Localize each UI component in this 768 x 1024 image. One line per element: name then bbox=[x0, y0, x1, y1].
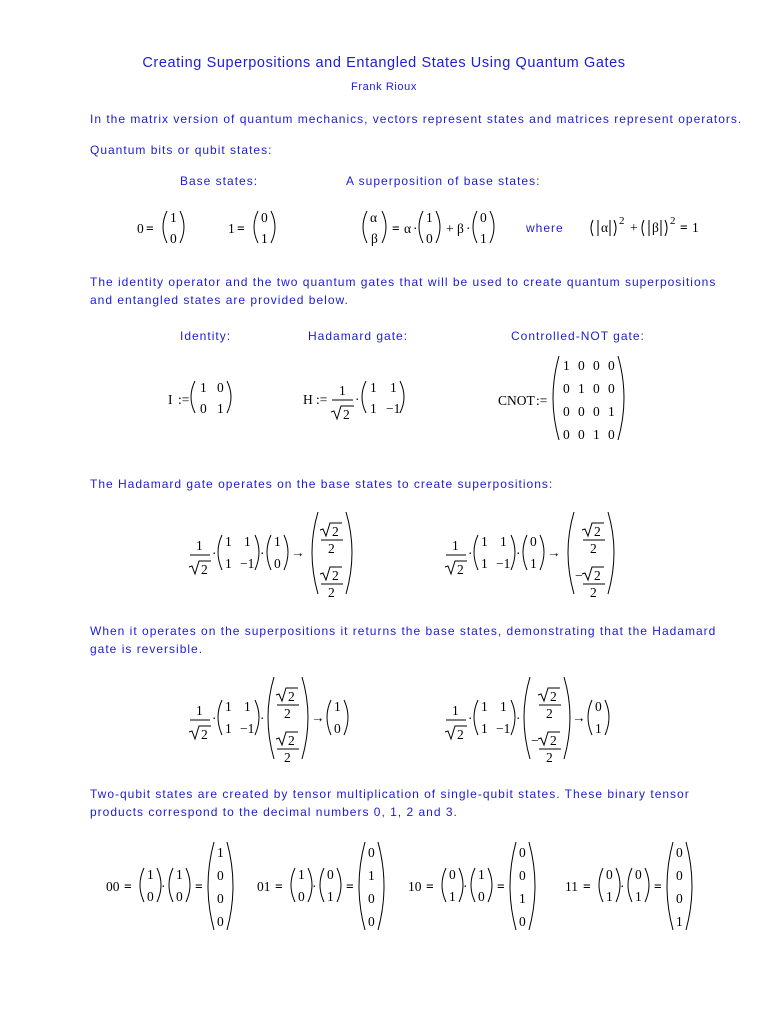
superposition-equation bbox=[360, 205, 510, 250]
svg-text:2: 2 bbox=[288, 689, 295, 704]
svg-text:1: 1 bbox=[481, 699, 488, 714]
svg-text:0: 0 bbox=[593, 404, 600, 419]
svg-text:·: · bbox=[355, 392, 360, 407]
svg-text:0: 0 bbox=[217, 914, 224, 929]
svg-text:2: 2 bbox=[343, 407, 350, 422]
svg-text:1: 1 bbox=[327, 889, 334, 904]
hadamard-label: Hadamard gate: bbox=[308, 329, 409, 343]
svg-text:0: 0 bbox=[137, 221, 144, 236]
svg-text:=: = bbox=[497, 879, 505, 894]
svg-text::=: := bbox=[316, 392, 328, 407]
base-states-label: Base states: bbox=[180, 174, 259, 188]
svg-text:=: = bbox=[654, 879, 662, 894]
svg-text:1: 1 bbox=[481, 534, 488, 549]
hadamard-on-plus bbox=[188, 675, 358, 765]
svg-text:1: 1 bbox=[334, 699, 341, 714]
svg-text:β: β bbox=[371, 231, 378, 246]
svg-text:1: 1 bbox=[217, 401, 224, 416]
svg-text:1: 1 bbox=[200, 380, 207, 395]
svg-text:1: 1 bbox=[298, 867, 305, 882]
svg-text:1: 1 bbox=[481, 721, 488, 736]
svg-text:0: 0 bbox=[274, 556, 281, 571]
svg-text:0: 0 bbox=[676, 891, 683, 906]
svg-text:1: 1 bbox=[196, 703, 203, 718]
svg-text::=: := bbox=[178, 392, 190, 407]
svg-text:0: 0 bbox=[578, 358, 585, 373]
svg-text:0: 0 bbox=[217, 891, 224, 906]
svg-text:2: 2 bbox=[288, 733, 295, 748]
svg-text:+: + bbox=[630, 220, 638, 235]
svg-text:→: → bbox=[572, 710, 586, 725]
svg-text:1: 1 bbox=[370, 401, 377, 416]
svg-text:−1: −1 bbox=[496, 721, 511, 736]
svg-text:1: 1 bbox=[147, 867, 154, 882]
svg-text:0: 0 bbox=[480, 210, 487, 225]
ket-one-definition bbox=[226, 205, 286, 250]
svg-text:α: α bbox=[404, 221, 412, 236]
svg-text:0: 0 bbox=[449, 867, 456, 882]
svg-text:2: 2 bbox=[332, 524, 339, 539]
svg-text:1: 1 bbox=[170, 210, 177, 225]
svg-text:0: 0 bbox=[368, 891, 375, 906]
svg-text:2: 2 bbox=[550, 733, 557, 748]
svg-text:1: 1 bbox=[196, 538, 203, 553]
svg-text:0: 0 bbox=[298, 889, 305, 904]
svg-text:=: = bbox=[680, 220, 688, 235]
reversible-line2: gate is reversible. bbox=[90, 642, 204, 656]
svg-text:1: 1 bbox=[426, 210, 433, 225]
svg-text:0: 0 bbox=[368, 914, 375, 929]
svg-text:1: 1 bbox=[244, 699, 251, 714]
svg-text:1: 1 bbox=[225, 534, 232, 549]
svg-text:+: + bbox=[446, 221, 454, 236]
svg-text:·: · bbox=[260, 711, 265, 726]
svg-text:·: · bbox=[516, 711, 521, 726]
svg-text:0: 0 bbox=[217, 380, 224, 395]
svg-text:2: 2 bbox=[284, 750, 291, 765]
cnot-matrix bbox=[498, 352, 638, 444]
svg-text:0: 0 bbox=[595, 699, 602, 714]
ket-01-tensor bbox=[255, 838, 395, 936]
svg-text:−: − bbox=[531, 733, 539, 748]
svg-text:2: 2 bbox=[457, 727, 464, 742]
svg-text:0: 0 bbox=[676, 868, 683, 883]
svg-text:1: 1 bbox=[274, 534, 281, 549]
svg-text:1: 1 bbox=[480, 231, 487, 246]
svg-text:1: 1 bbox=[225, 721, 232, 736]
svg-text:·: · bbox=[516, 546, 521, 561]
svg-text:1: 1 bbox=[608, 404, 615, 419]
svg-text:2: 2 bbox=[546, 750, 553, 765]
svg-text:1: 1 bbox=[368, 868, 375, 883]
svg-text:01: 01 bbox=[257, 879, 271, 894]
svg-text:0: 0 bbox=[200, 401, 207, 416]
svg-text:1: 1 bbox=[452, 538, 459, 553]
svg-text:1: 1 bbox=[478, 867, 485, 882]
svg-text:·: · bbox=[463, 879, 468, 894]
hadamard-on-minus bbox=[444, 675, 624, 765]
svg-text:=: = bbox=[426, 879, 434, 894]
svg-text:1: 1 bbox=[692, 220, 699, 235]
gates-intro-line1: The identity operator and the two quantum gates that will be used to create quantum superpositions bbox=[90, 275, 717, 289]
ket-00-tensor bbox=[104, 838, 244, 936]
svg-text:2: 2 bbox=[328, 585, 335, 600]
svg-text:0: 0 bbox=[676, 845, 683, 860]
svg-text:2: 2 bbox=[332, 568, 339, 583]
svg-text:1: 1 bbox=[225, 699, 232, 714]
svg-text:10: 10 bbox=[408, 879, 422, 894]
svg-text:=: = bbox=[237, 221, 245, 236]
svg-text:2: 2 bbox=[550, 689, 557, 704]
svg-text:2: 2 bbox=[328, 541, 335, 556]
svg-text:0: 0 bbox=[334, 721, 341, 736]
svg-text:−1: −1 bbox=[386, 401, 401, 416]
ket-10-tensor bbox=[406, 838, 546, 936]
hadamard-on-one bbox=[444, 510, 624, 600]
svg-text:·: · bbox=[212, 711, 217, 726]
svg-text:2: 2 bbox=[284, 706, 291, 721]
svg-text:0: 0 bbox=[170, 231, 177, 246]
svg-text:0: 0 bbox=[578, 404, 585, 419]
svg-text:1: 1 bbox=[339, 383, 346, 398]
svg-text:1: 1 bbox=[593, 427, 600, 442]
reversible-line1: When it operates on the superpositions it returns the base states, demonstrating that the Hadamard bbox=[90, 624, 717, 638]
svg-text:0: 0 bbox=[608, 381, 615, 396]
document-title: Creating Superpositions and Entangled States Using Quantum Gates bbox=[142, 55, 626, 71]
svg-text:0: 0 bbox=[593, 381, 600, 396]
identity-label: Identity: bbox=[180, 329, 232, 343]
svg-text:1: 1 bbox=[530, 556, 537, 571]
where-label: where bbox=[526, 221, 564, 235]
svg-text:2: 2 bbox=[590, 541, 597, 556]
svg-text:−1: −1 bbox=[240, 556, 255, 571]
svg-text:0: 0 bbox=[519, 868, 526, 883]
svg-text:1: 1 bbox=[452, 703, 459, 718]
ket-11-tensor bbox=[563, 838, 703, 936]
tensor-line1: Two-qubit states are created by tensor multiplication of single-qubit states. These binary tensor bbox=[90, 787, 690, 801]
svg-text:·: · bbox=[260, 546, 265, 561]
svg-text:0: 0 bbox=[635, 867, 642, 882]
svg-text:0: 0 bbox=[578, 427, 585, 442]
svg-text:=: = bbox=[392, 221, 400, 236]
svg-text:CNOT: CNOT bbox=[498, 393, 535, 408]
cnot-label: Controlled-NOT gate: bbox=[511, 329, 645, 343]
svg-text:=: = bbox=[124, 879, 132, 894]
svg-text:2: 2 bbox=[619, 215, 625, 227]
svg-text:0: 0 bbox=[563, 404, 570, 419]
svg-text:·: · bbox=[468, 711, 473, 726]
svg-text:1: 1 bbox=[225, 556, 232, 571]
svg-text:·: · bbox=[161, 879, 166, 894]
svg-text:2: 2 bbox=[594, 568, 601, 583]
svg-text:1: 1 bbox=[481, 556, 488, 571]
svg-text:1: 1 bbox=[578, 381, 585, 396]
svg-text:1: 1 bbox=[390, 380, 397, 395]
svg-text:0: 0 bbox=[519, 845, 526, 860]
svg-text:11: 11 bbox=[565, 879, 578, 894]
identity-matrix bbox=[166, 375, 246, 420]
normalization-condition bbox=[588, 212, 708, 242]
svg-text:1: 1 bbox=[261, 231, 268, 246]
svg-text:1: 1 bbox=[635, 889, 642, 904]
svg-text:1: 1 bbox=[500, 699, 507, 714]
svg-text:β: β bbox=[457, 221, 464, 236]
svg-text:2: 2 bbox=[590, 585, 597, 600]
svg-text:1: 1 bbox=[606, 889, 613, 904]
svg-text:0: 0 bbox=[593, 358, 600, 373]
svg-text:1: 1 bbox=[228, 221, 235, 236]
svg-text:=: = bbox=[195, 879, 203, 894]
svg-text:1: 1 bbox=[500, 534, 507, 549]
intro-paragraph: In the matrix version of quantum mechanics, vectors represent states and matrices represent operators. bbox=[90, 112, 743, 126]
svg-text:·: · bbox=[466, 221, 471, 236]
svg-text:0: 0 bbox=[368, 845, 375, 860]
svg-text:2: 2 bbox=[201, 727, 208, 742]
svg-text:·: · bbox=[312, 879, 317, 894]
svg-text:2: 2 bbox=[457, 562, 464, 577]
svg-text:=: = bbox=[583, 879, 591, 894]
svg-text:→: → bbox=[547, 545, 561, 560]
svg-text:0: 0 bbox=[563, 381, 570, 396]
svg-text:β: β bbox=[652, 220, 659, 235]
svg-text:1: 1 bbox=[595, 721, 602, 736]
tensor-line2: products correspond to the decimal numbers 0, 1, 2 and 3. bbox=[90, 805, 458, 819]
svg-text:0: 0 bbox=[426, 231, 433, 246]
svg-text:→: → bbox=[311, 710, 325, 725]
superposition-label: A superposition of base states: bbox=[346, 174, 541, 188]
svg-text:0: 0 bbox=[176, 889, 183, 904]
svg-text:·: · bbox=[468, 546, 473, 561]
svg-text:2: 2 bbox=[594, 524, 601, 539]
svg-text:1: 1 bbox=[676, 914, 683, 929]
svg-text:0: 0 bbox=[606, 867, 613, 882]
svg-text:=: = bbox=[346, 879, 354, 894]
svg-text:−1: −1 bbox=[240, 721, 255, 736]
svg-text:2: 2 bbox=[201, 562, 208, 577]
svg-text:−1: −1 bbox=[496, 556, 511, 571]
svg-text:1: 1 bbox=[449, 889, 456, 904]
svg-text:→: → bbox=[291, 545, 305, 560]
svg-text:0: 0 bbox=[147, 889, 154, 904]
qubit-heading: Quantum bits or qubit states: bbox=[90, 143, 273, 157]
svg-text:1: 1 bbox=[217, 845, 224, 860]
svg-text:0: 0 bbox=[530, 534, 537, 549]
svg-text:α: α bbox=[601, 220, 609, 235]
svg-text:=: = bbox=[146, 221, 154, 236]
hadamard-matrix bbox=[302, 375, 422, 425]
svg-text:1: 1 bbox=[563, 358, 570, 373]
svg-text:−: − bbox=[575, 568, 583, 583]
svg-text:·: · bbox=[620, 879, 625, 894]
svg-text:2: 2 bbox=[670, 215, 676, 227]
document-author: Frank Rioux bbox=[351, 81, 417, 93]
hadamard-on-zero bbox=[188, 510, 358, 600]
ket-zero-definition bbox=[135, 205, 195, 250]
svg-text:I: I bbox=[168, 392, 173, 407]
svg-text:0: 0 bbox=[217, 868, 224, 883]
svg-text:1: 1 bbox=[176, 867, 183, 882]
svg-text:1: 1 bbox=[519, 891, 526, 906]
svg-text:0: 0 bbox=[261, 210, 268, 225]
svg-text:0: 0 bbox=[327, 867, 334, 882]
svg-text:2: 2 bbox=[546, 706, 553, 721]
svg-text:α: α bbox=[370, 210, 378, 225]
svg-text:·: · bbox=[413, 221, 418, 236]
svg-text:·: · bbox=[212, 546, 217, 561]
svg-text:0: 0 bbox=[519, 914, 526, 929]
hadamard-base-paragraph: The Hadamard gate operates on the base states to create superpositions: bbox=[90, 477, 554, 491]
svg-text:H: H bbox=[303, 392, 313, 407]
svg-text:1: 1 bbox=[370, 380, 377, 395]
svg-text:1: 1 bbox=[244, 534, 251, 549]
svg-text:00: 00 bbox=[106, 879, 120, 894]
svg-text:0: 0 bbox=[608, 358, 615, 373]
svg-text:=: = bbox=[275, 879, 283, 894]
gates-intro-line2: and entangled states are provided below. bbox=[90, 293, 349, 307]
svg-text:0: 0 bbox=[608, 427, 615, 442]
svg-text::=: := bbox=[536, 393, 548, 408]
svg-text:0: 0 bbox=[478, 889, 485, 904]
svg-text:0: 0 bbox=[563, 427, 570, 442]
